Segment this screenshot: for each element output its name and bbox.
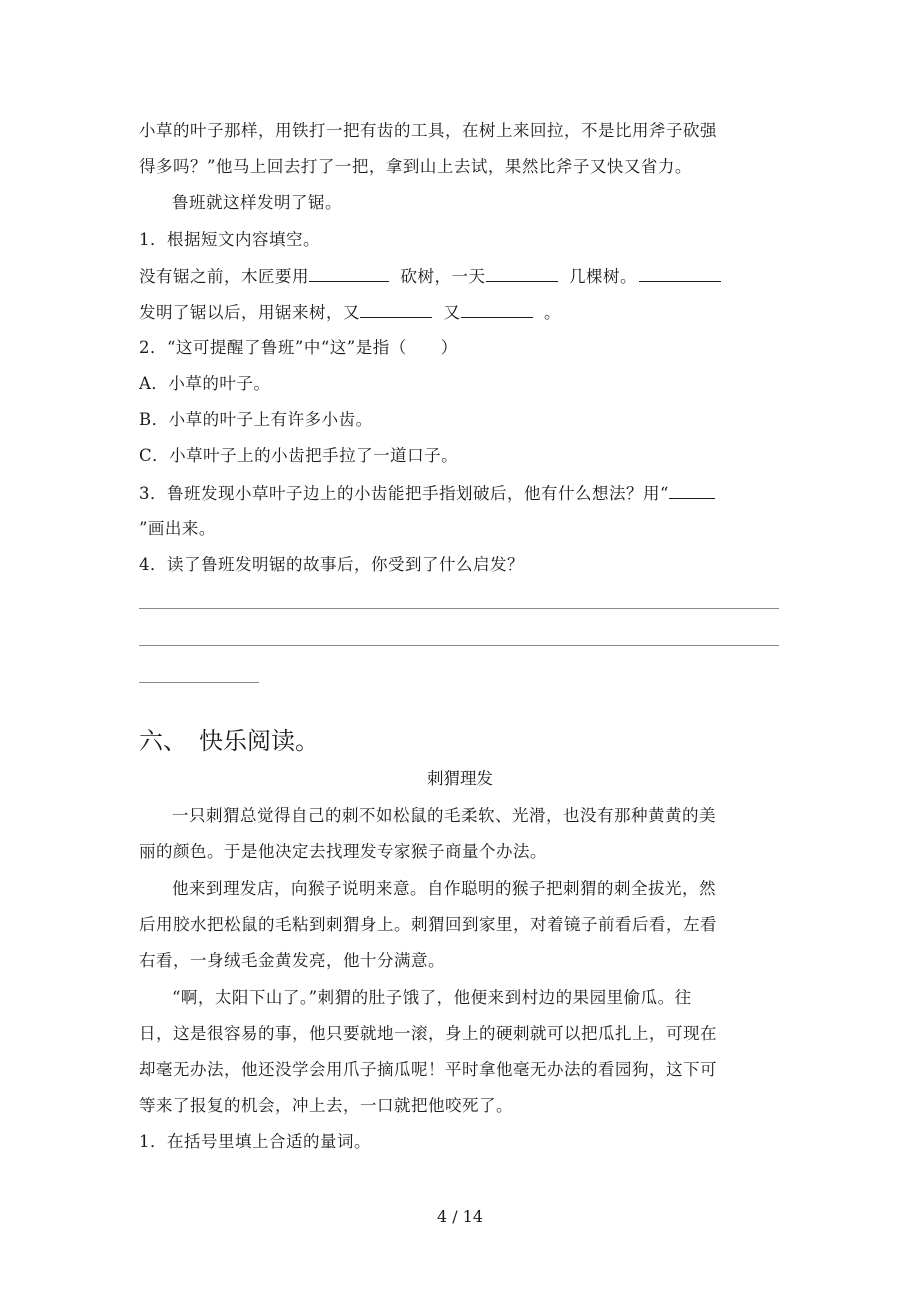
fill-blank[interactable] xyxy=(461,301,533,318)
fill-text: 。 xyxy=(544,303,561,322)
question-2-title: 2．“这可提醒了鲁班”中“这”是指（ ） xyxy=(139,338,458,357)
answer-line[interactable] xyxy=(139,645,779,646)
fill-blank[interactable] xyxy=(309,265,389,282)
passage-line: 得多吗？”他马上回去打了一把，拿到山上去试，果然比斧子又快又省力。 xyxy=(139,157,692,176)
option-b: B．小草的叶子上有许多小齿。 xyxy=(139,410,373,429)
answer-line[interactable] xyxy=(139,682,259,683)
story-line: 丽的颜色。于是他决定去找理发专家猴子商量个办法。 xyxy=(139,842,547,861)
story-line: “啊，太阳下山了。”刺猬的肚子饿了，他便来到村边的果园里偷瓜。往 xyxy=(172,988,692,1007)
fill-blank[interactable] xyxy=(639,265,721,282)
question-1-row-2 xyxy=(139,301,789,324)
passage-line: 鲁班就这样发明了锯。 xyxy=(172,193,342,212)
fill-text: 又 xyxy=(443,303,461,322)
question-3-line-1 xyxy=(139,482,789,505)
fill-text: 发明了锯以后，用锯来树，又 xyxy=(139,303,360,322)
question-4-title: 4．读了鲁班发明锯的故事后，你受到了什么启发？ xyxy=(139,555,524,574)
fill-text: 砍树，一天 xyxy=(400,267,486,286)
story-line: 他来到理发店，向猴子说明来意。自作聪明的猴子把刺猬的刺全拔光，然 xyxy=(172,879,716,898)
option-a: A．小草的叶子。 xyxy=(139,374,271,393)
answer-line[interactable] xyxy=(139,608,779,609)
story-line: 日，这是很容易的事，他只要就地一滚，身上的硬刺就可以把瓜扎上，可现在 xyxy=(139,1024,717,1043)
fill-blank[interactable] xyxy=(360,301,432,318)
story-line: 后用胶水把松鼠的毛粘到刺猬身上。刺猬回到家里，对着镜子前看后看，左看 xyxy=(139,915,717,934)
section-heading: 六、 快乐阅读。 xyxy=(139,727,319,755)
story-line: 却毫无办法，他还没学会用爪子摘瓜呢！平时拿他毫无办法的看园狗，这下可 xyxy=(139,1060,717,1079)
story-line: 等来了报复的机会，冲上去，一口就把他咬死了。 xyxy=(139,1096,513,1115)
story-title: 刺猬理发 xyxy=(427,769,493,788)
question-title: 1．在括号里填上合适的量词。 xyxy=(139,1132,371,1151)
question-1-row-1 xyxy=(139,265,789,288)
fill-blank[interactable] xyxy=(669,482,715,499)
passage-line: 小草的叶子那样，用铁打一把有齿的工具，在树上来回拉，不是比用斧子砍强 xyxy=(139,121,717,140)
option-c: C．小草叶子上的小齿把手拉了一道口子。 xyxy=(139,446,459,465)
story-line: 一只刺猬总觉得自己的刺不如松鼠的毛柔软、光滑，也没有那种黄黄的美 xyxy=(172,806,716,825)
question-3-line-2: ”画出来。 xyxy=(139,519,216,538)
fill-text: 没有锯之前，木匠要用 xyxy=(139,267,309,286)
story-line: 右看，一身绒毛金黄发亮，他十分满意。 xyxy=(139,951,445,970)
page-number: 4 / 14 xyxy=(436,1207,484,1226)
question-1-title: 1．根据短文内容填空。 xyxy=(139,230,320,249)
question-3-text: 3．鲁班发现小草叶子边上的小齿能把手指划破后，他有什么想法？用“ xyxy=(139,484,669,503)
fill-blank[interactable] xyxy=(486,265,558,282)
fill-text: 几棵树。 xyxy=(569,267,637,286)
